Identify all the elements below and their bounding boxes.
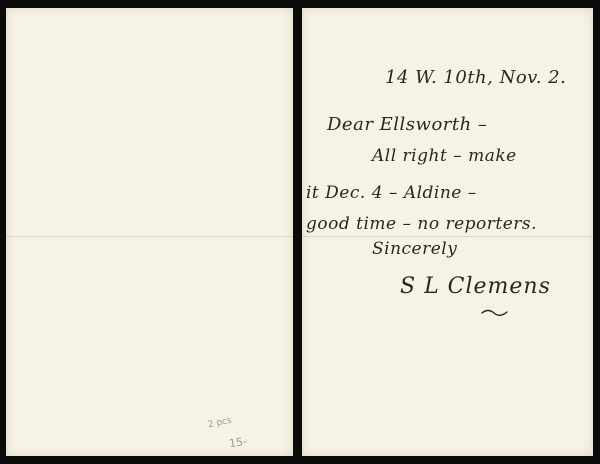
body-line: All right – make [372,146,517,166]
dateline: 14 W. 10th, Nov. 2. [385,67,567,88]
signature: S L Clemens [400,274,551,299]
fold-line [6,236,293,237]
left-page [6,8,293,456]
closing: Sincerely [372,239,458,259]
pencil-price-note: 15- [228,434,248,451]
fold-line [302,236,593,237]
salutation: Dear Ellsworth – [327,114,488,135]
body-line: good time – no reporters. [306,214,538,234]
letter-page [302,8,593,456]
signature-flourish-icon [480,304,510,318]
pencil-count-note: 2 pcs [207,415,233,431]
body-line: it Dec. 4 – Aldine – [306,183,477,203]
